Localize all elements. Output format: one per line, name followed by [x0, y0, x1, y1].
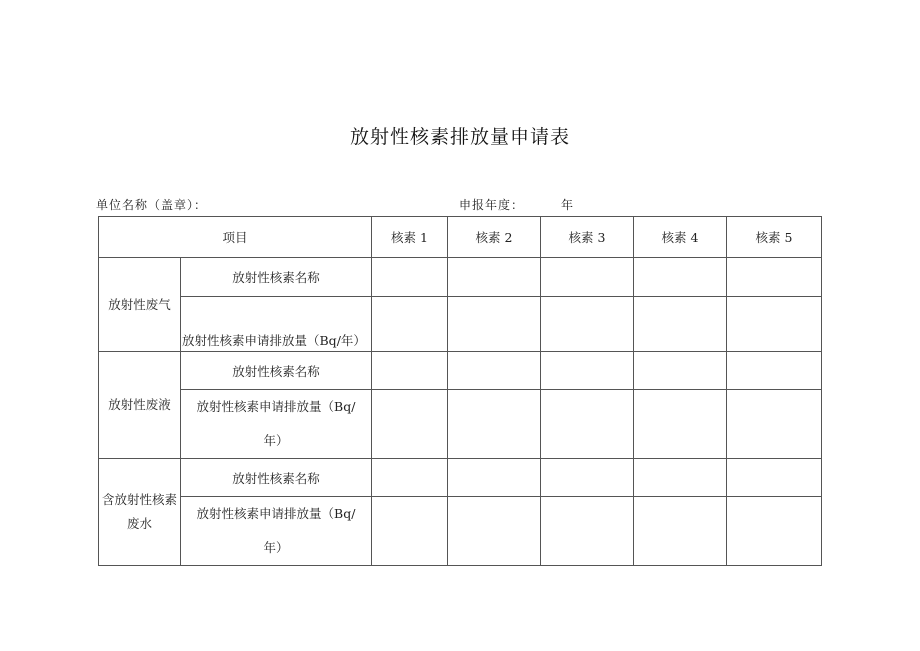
- input-cell[interactable]: [448, 459, 541, 497]
- input-cell[interactable]: [541, 297, 634, 352]
- input-cell[interactable]: [634, 459, 727, 497]
- table-row: [99, 258, 822, 297]
- header-nuclide-3: 核素 3: [541, 217, 634, 258]
- table-row: [99, 459, 822, 497]
- row-label-emission-amount: 放射性核素申请排放量（Bq/年）: [181, 390, 372, 459]
- input-cell[interactable]: [541, 390, 634, 459]
- input-cell[interactable]: [727, 497, 822, 566]
- input-cell[interactable]: [448, 497, 541, 566]
- header-item: 项目: [99, 217, 372, 258]
- input-cell[interactable]: [634, 497, 727, 566]
- input-cell[interactable]: [727, 258, 822, 297]
- header-nuclide-2: 核素 2: [448, 217, 541, 258]
- row-label-nuclide-name: 放射性核素名称: [181, 352, 372, 390]
- row-label-nuclide-name: 放射性核素名称: [181, 258, 372, 297]
- input-cell[interactable]: [634, 258, 727, 297]
- row-label-emission-amount: 放射性核素申请排放量（Bq/年）: [181, 497, 372, 566]
- input-cell[interactable]: [372, 497, 448, 566]
- input-cell[interactable]: [448, 297, 541, 352]
- input-cell[interactable]: [372, 459, 448, 497]
- table-row: [99, 352, 822, 390]
- report-year-label: 申报年度：: [459, 198, 525, 212]
- input-cell[interactable]: [727, 297, 822, 352]
- report-year-suffix: 年: [561, 198, 575, 212]
- header-nuclide-5: 核素 5: [727, 217, 822, 258]
- input-cell[interactable]: [727, 352, 822, 390]
- input-cell[interactable]: [448, 258, 541, 297]
- category-liquid: 放射性废液: [99, 352, 181, 459]
- input-cell[interactable]: [634, 352, 727, 390]
- input-cell[interactable]: [541, 258, 634, 297]
- row-label-emission-amount: 放射性核素申请排放量（Bq/年）: [181, 297, 372, 352]
- input-cell[interactable]: [541, 352, 634, 390]
- category-gas: 放射性废气: [99, 258, 181, 352]
- input-cell[interactable]: [448, 352, 541, 390]
- input-cell[interactable]: [541, 497, 634, 566]
- table-row: [99, 390, 822, 459]
- input-cell[interactable]: [727, 390, 822, 459]
- input-cell[interactable]: [634, 390, 727, 459]
- table-row: [99, 497, 822, 566]
- category-wastewater: 含放射性核素废水: [99, 459, 181, 566]
- input-cell[interactable]: [372, 258, 448, 297]
- input-cell[interactable]: [372, 390, 448, 459]
- input-cell[interactable]: [541, 459, 634, 497]
- input-cell[interactable]: [634, 297, 727, 352]
- input-cell[interactable]: [448, 390, 541, 459]
- header-nuclide-1: 核素 1: [372, 217, 448, 258]
- table-row: [99, 297, 822, 352]
- input-cell[interactable]: [372, 352, 448, 390]
- input-cell[interactable]: [727, 459, 822, 497]
- header-row: [99, 217, 822, 258]
- form-title: 放射性核素排放量申请表: [349, 126, 570, 148]
- unit-name-label: 单位名称（盖章）：: [96, 198, 208, 212]
- row-label-nuclide-name: 放射性核素名称: [181, 459, 372, 497]
- emission-table: [98, 216, 822, 566]
- input-cell[interactable]: [372, 297, 448, 352]
- header-nuclide-4: 核素 4: [634, 217, 727, 258]
